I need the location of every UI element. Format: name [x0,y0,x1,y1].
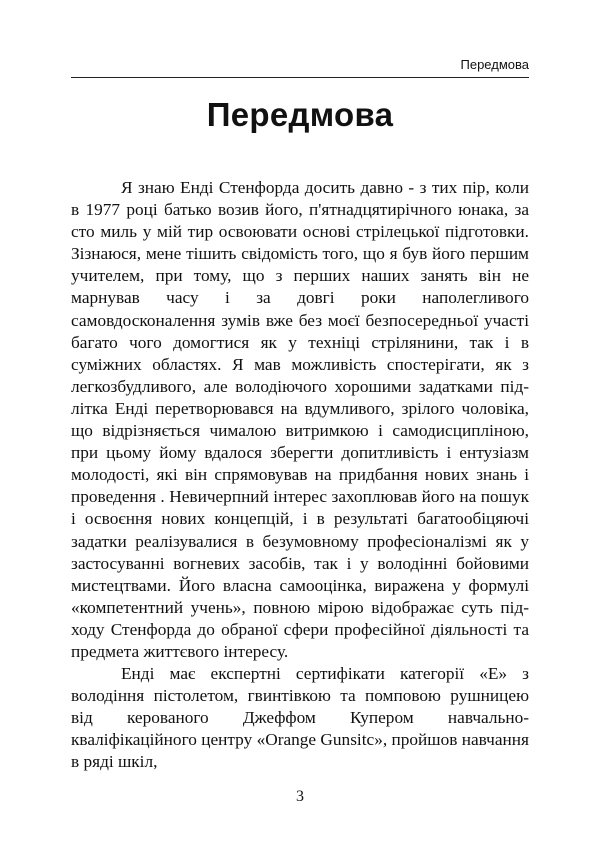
body-text [71,177,529,774]
running-header: Передмова [460,57,529,72]
paragraph-1: Я знаю Енді Стенфорда досить давно - з тих пір, коли в 1977 році батько возив його, п'ятнадцятирічного юнака, за сто миль у мій тир освоювати основі стрілецької підготовки. Зізнаюся, мене тішить свідомість того, що я був його першим учителем, при тому, що з перших наших занять він не марнував часу і за довгі роки наполегливого самовдосконалення зумів вже без моєї безпосередньої участі багато чого домогтися як у техніці стрілянини, так і в суміжних областях. Я мав можливість спостерігати, як з легкозбудливого, але володіючого хорошими задатками підлітка Енді перетворювався на вдумливого, зрілого чоловіка, що відрізняється чималою витримкою і самодисципліною, при цьому йому вдалося зберегти допитливість і ентузіазм молодості, які він спрямовував на придбання нових знань і проведення . Невичерпний інтерес захоплював його на пошук і освоєння нових концепцій, і в результаті багатообіцяючі задатки реалізувалися в безумовному професіоналізмі як у застосуванні вогневих засобів, так і у володінні бойовими мистецтвами. Його власна самооцінка, виражена у формулі «компетентний учень», повною мірою відображає суть підходу Стенфорда до обраної сфери професійної діяльності та предмета життєвого інтересу. [71,178,529,661]
paragraph-2: Енді має експертні сертифікати категорії «Е» з володіння пістолетом, гвинтівкою та помповою рушницею від керованого Джеффом Купером навчально-кваліфікаційного центру «Orange Gunsitc», пройшов навчання в ряді шкіл, [71,664,529,772]
chapter-title: Передмова [206,96,394,133]
header-rule [71,77,529,78]
page-number: 3 [296,788,304,805]
